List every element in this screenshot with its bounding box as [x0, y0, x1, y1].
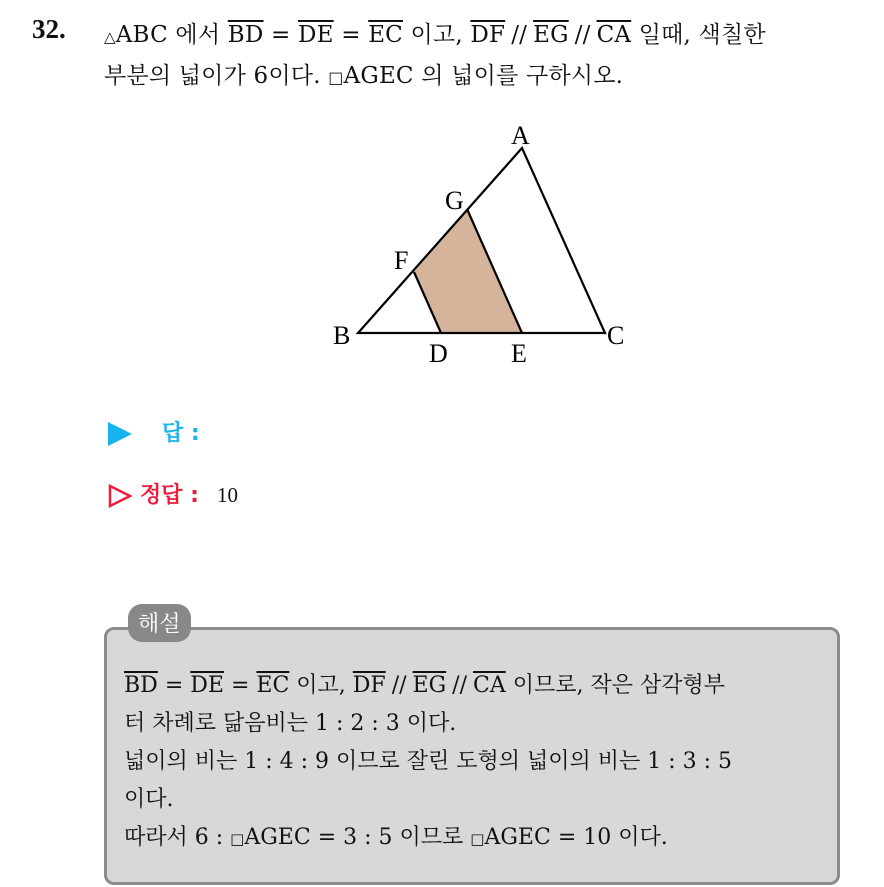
solution-line-5: [124, 820, 668, 851]
text-igo: 이고,: [296, 673, 346, 698]
correct-answer-label: 정답 :: [140, 483, 199, 508]
solution-text-c: = 10 이다.: [557, 825, 668, 850]
question-line-1: [104, 16, 766, 49]
question-number: 32.: [32, 14, 66, 44]
segment-eg: $\overline{EG}$: [533, 22, 569, 48]
label-b: B: [333, 321, 351, 350]
label-f: F: [394, 246, 409, 275]
question-text-a: 부분의 넓이가 6이다.: [104, 63, 321, 89]
parallel-symbol: //: [391, 673, 407, 698]
play-triangle-icon: [108, 422, 132, 446]
solution-tail-text: 이므로, 작은 삼각형부: [512, 673, 725, 698]
triangle-name: ABC: [115, 22, 168, 48]
text-igo: 이고,: [410, 22, 463, 48]
question-tail-text: 일때, 색칠한: [638, 22, 766, 48]
quad-symbol: □: [470, 830, 485, 848]
parallel-symbol: //: [574, 22, 591, 48]
triangle-symbol: △: [104, 28, 116, 46]
question-line-2: [104, 57, 623, 90]
solution-tag: 해설: [128, 604, 191, 642]
parallel-symbol: //: [452, 673, 467, 698]
label-a: A: [511, 121, 530, 150]
quad-name: AGEC: [244, 825, 311, 850]
parallel-symbol: //: [511, 22, 528, 48]
segment-eg: $\overline{EG}$: [412, 673, 447, 698]
segment-de: $\overline{DE}$: [298, 22, 334, 48]
correct-answer-row: [108, 478, 238, 509]
segment-df: $\overline{DF}$: [470, 22, 506, 48]
solution-text-a: 따라서 6 :: [124, 825, 224, 850]
solution-line-4: 이다.: [124, 787, 174, 812]
segment-ca: $\overline{CA}$: [473, 673, 506, 698]
solution-line-1: [124, 668, 725, 699]
equals-sign: =: [341, 22, 361, 48]
segment-ec: $\overline{EC}$: [368, 22, 403, 48]
label-g: G: [445, 186, 464, 215]
quad-name: AGEC: [484, 825, 551, 850]
shaded-region: [414, 209, 522, 333]
segment-df: $\overline{DF}$: [352, 673, 386, 698]
text-eo-seo: 에서: [175, 22, 221, 48]
equals-sign: =: [164, 673, 184, 698]
solution-text-b: = 3 : 5 이므로: [317, 825, 464, 850]
correct-answer-value: 10: [216, 483, 238, 507]
segment-ec: $\overline{EC}$: [256, 673, 290, 698]
answer-row: [108, 416, 200, 447]
label-e: E: [511, 339, 527, 368]
quad-symbol: □: [230, 830, 245, 848]
equals-sign: =: [271, 22, 291, 48]
triangle-figure: [300, 112, 660, 382]
question-text-b: 의 넓이를 구하시오.: [421, 63, 624, 89]
segment-ca: $\overline{CA}$: [596, 22, 632, 48]
quad-symbol: □: [328, 68, 344, 87]
quad-name: AGEC: [343, 63, 414, 89]
segment-bd: $\overline{BD}$: [227, 22, 264, 48]
equals-sign: =: [230, 673, 250, 698]
segment-bd: $\overline{BD}$: [124, 673, 158, 698]
outline-triangle-icon: [108, 484, 132, 508]
solution-line-3: 넓이의 비는 1 : 4 : 9 이므로 잘린 도형의 넓이의 비는 1 : 3 : 5: [124, 749, 733, 774]
label-c: C: [607, 321, 625, 350]
segment-de: $\overline{DE}$: [190, 673, 224, 698]
label-d: D: [429, 339, 448, 368]
answer-label: 답 :: [162, 421, 200, 446]
solution-line-2: 터 차례로 닮음비는 1 : 2 : 3 이다.: [124, 711, 457, 736]
